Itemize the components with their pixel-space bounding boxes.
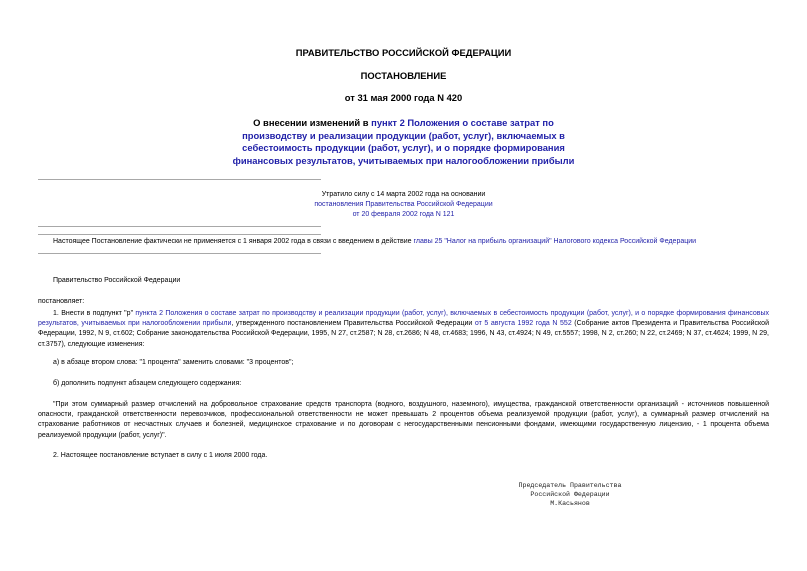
p1-text-c: (Собрание актов Президента и Правительства Российской Федерации, 1992, N 9, ст.602; Собрание законодательства Российской Федерации, 1995, N 27, ст.2587; N 28, ст.2686; N 48, ст.4683; 1996, N 43, ст.4924; N 49, ст.5557; 1998, N 2, ст.260; N 22, ст.2469; N 37, ст.4624; 1999, N 29, ст.3757), следующие изменения: <box>38 320 769 348</box>
signature-org: Российской Федерации <box>530 491 610 499</box>
paragraph-1 <box>38 309 769 350</box>
subject-prefix: О внесении изменений в <box>253 117 372 128</box>
p1-link-decree[interactable]: от 5 августа 1992 года N 552 <box>474 320 572 328</box>
paragraph-2: 2. Настоящее постановление вступает в силу с 1 июля 2000 года. <box>53 452 268 459</box>
signature-block <box>500 481 640 509</box>
document-date: от 31 мая 2000 года N 420 <box>344 92 463 103</box>
subject-link[interactable]: пункт 2 Положения о составе затрат по <box>371 117 554 128</box>
paragraph-b: б) дополнить подпункт абзацем следующего содержания: <box>53 380 242 387</box>
subject-title <box>0 117 807 167</box>
status-link-1[interactable]: постановления Правительства Российской Федерации <box>314 201 493 209</box>
divider <box>38 179 321 180</box>
subject-line-1 <box>0 117 807 130</box>
status-block <box>0 190 807 221</box>
subject-line-4[interactable]: финансовых результатов, учитываемых при налогообложении прибыли <box>232 154 575 166</box>
government-name: Правительство Российской Федерации <box>53 277 181 284</box>
subject-line-3[interactable]: себестоимость продукции (работ, услуг), и о порядке формирования <box>242 142 565 154</box>
signature-name: М.Касьянов <box>550 500 590 508</box>
document-type: ПОСТАНОВЛЕНИЕ <box>360 70 447 81</box>
divider <box>38 226 321 227</box>
status-link-2[interactable]: от 20 февраля 2002 года N 121 <box>352 211 455 219</box>
government-title: ПРАВИТЕЛЬСТВО РОССИЙСКОЙ ФЕДЕРАЦИИ <box>295 47 512 58</box>
paragraph-a: а) в абзаце втором слова: "1 процента" заменить словами: "3 процентов"; <box>53 359 294 366</box>
resolves-label: постановляет: <box>38 298 85 305</box>
p1-text-b: , утвержденного постановлением Правительства Российской Федерации <box>231 320 475 328</box>
divider <box>38 234 321 235</box>
p1-text-a: 1. Внести в подпункт "р" <box>53 310 136 317</box>
subject-line-2[interactable]: производству и реализации продукции (работ, услуг), включаемых в <box>242 129 565 141</box>
quote-paragraph: "При этом суммарный размер отчислений на добровольное страхование средств транспорта (водного, воздушного, наземного), имущества, гражданской ответственности организаций - источников повышенной опасности, гражданской ответственности перевозчиков, профессиональной ответственности не может превышать 2 процентов объема реализуемой продукции (работ, услуг), а суммарный размер отчислений на страхование работников от несчастных случаев и болезней, медицинское страхование и по договорам с негосударственными пенсионными фондами, имеющими государственную лицензию, - 1 процента объема реализуемой продукции (работ, услуг)". <box>38 401 769 439</box>
note-text: Настоящее Постановление фактически не применяется с 1 января 2002 года в связи с введением в действие <box>53 238 414 245</box>
note-link[interactable]: главы 25 "Налог на прибыль организаций" Налогового кодекса Российской Федерации <box>413 238 697 245</box>
status-line: Утратило силу с 14 марта 2002 года на основании <box>321 191 486 198</box>
applicability-note <box>53 237 793 247</box>
signature-title: Председатель Правительства <box>518 482 622 489</box>
p1-link-regulation[interactable]: пункта 2 Положения о составе затрат по производству и реализации продукции (работ, услуг), включаемых в себестоимость продукции (работ, услуг), и о порядке формирования финансовых результатов, учитываемых при налогообложении прибыли <box>38 310 769 328</box>
divider <box>38 253 321 254</box>
